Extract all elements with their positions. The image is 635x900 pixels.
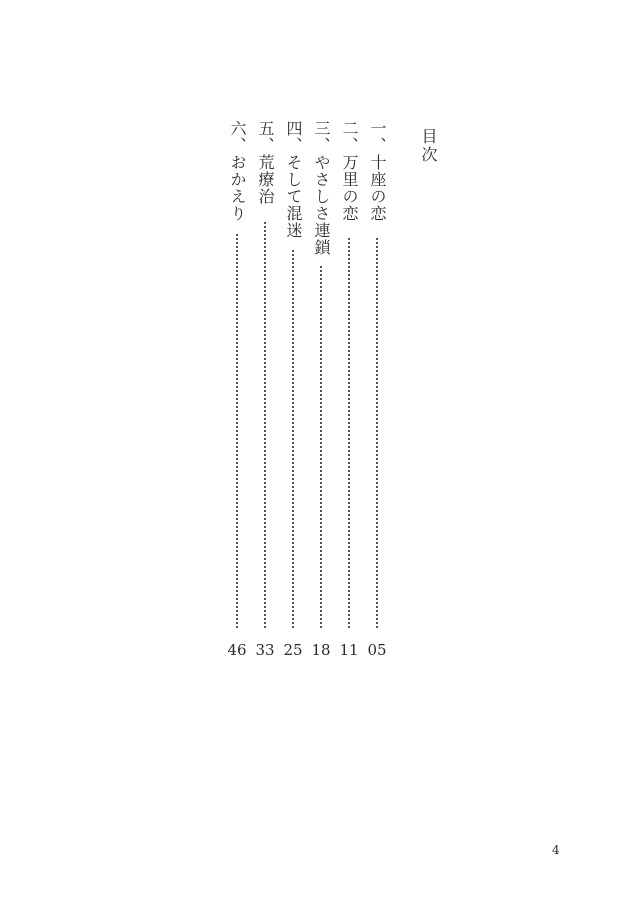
dot-leader	[236, 234, 238, 628]
dot-leader	[264, 222, 266, 628]
toc-entry-6	[226, 120, 248, 660]
toc-heading: 目次	[419, 128, 438, 164]
toc-entry-title: 四、そして混迷	[284, 120, 303, 239]
toc-entry-title: 二、万里の恋	[340, 120, 359, 222]
toc-entry-5	[254, 120, 276, 660]
page-number: 4	[552, 843, 560, 857]
toc-entry-title: 三、やさしさ連鎖	[312, 120, 331, 256]
toc-entry-3	[310, 120, 332, 660]
toc-entry-4	[282, 120, 304, 660]
toc-entry-title: 五、荒療治	[256, 120, 275, 205]
dot-leader	[292, 250, 294, 628]
dot-leader	[320, 266, 322, 628]
toc-entry-page: 18	[311, 641, 331, 659]
toc-entry-2	[338, 120, 360, 660]
toc-entry-1	[366, 120, 388, 660]
dot-leader	[376, 238, 378, 628]
toc-entry-page: 11	[339, 641, 359, 659]
toc-entry-page: 05	[367, 641, 387, 659]
toc-entry-title: 一、十座の恋	[368, 120, 387, 222]
toc-entry-title: 六、おかえり	[228, 120, 247, 222]
toc-entry-page: 25	[283, 641, 303, 659]
toc-entry-page: 33	[255, 641, 275, 659]
toc-entry-page: 46	[227, 641, 247, 659]
dot-leader	[348, 238, 350, 628]
